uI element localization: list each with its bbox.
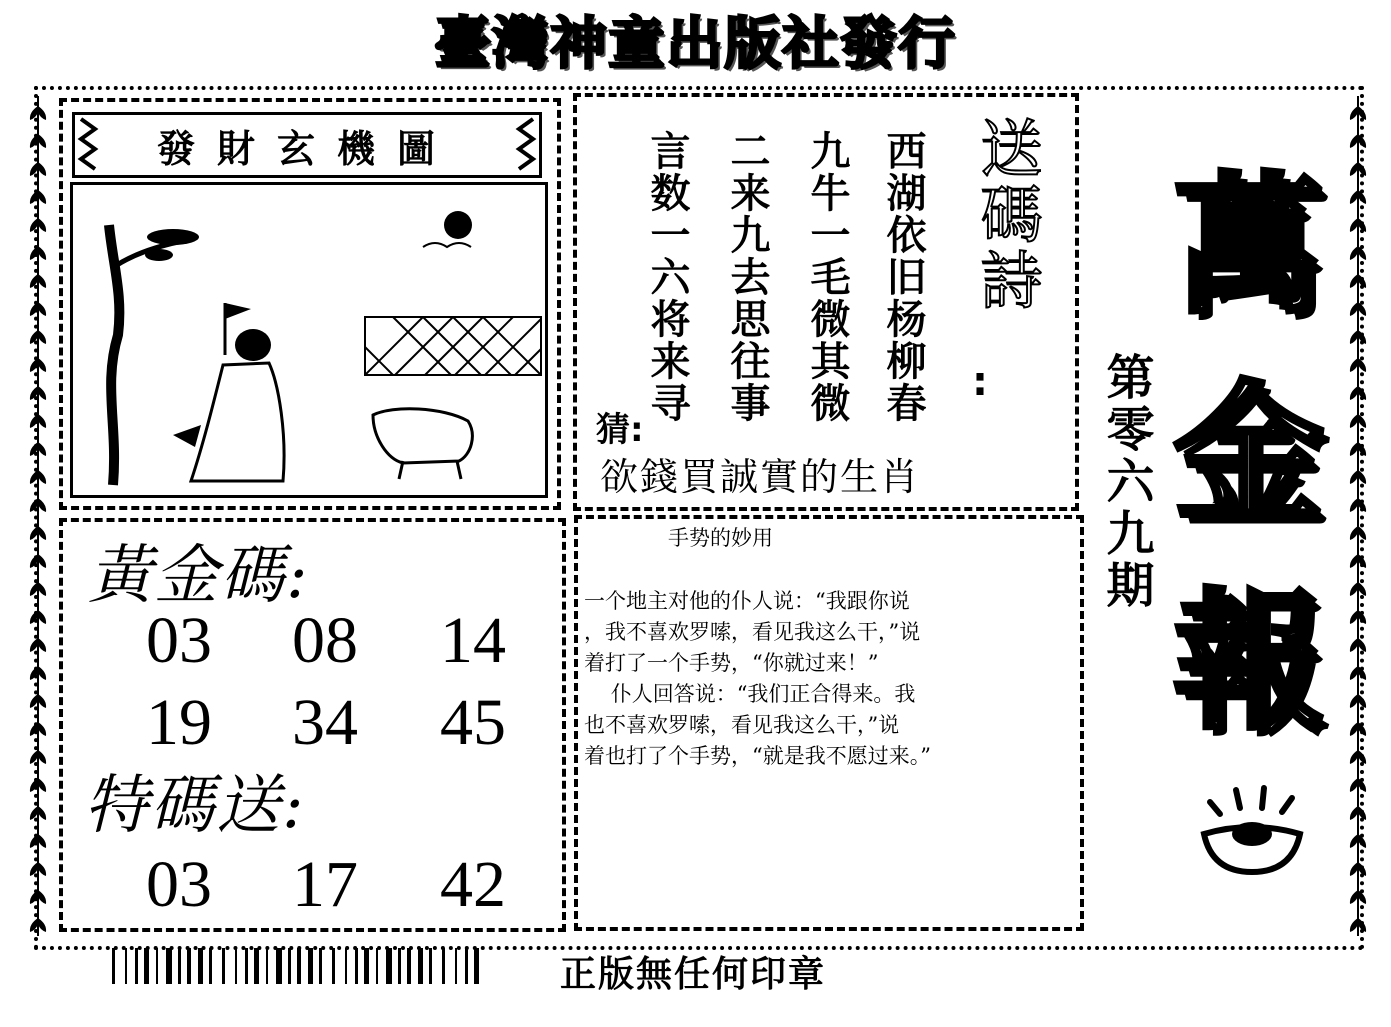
- issue-number: 第零六九期: [1098, 352, 1154, 612]
- gold-number: 08: [292, 604, 358, 677]
- gold-number: 14: [440, 604, 506, 677]
- picture-title: 發財玄機圖: [156, 125, 457, 171]
- zigzag-ornament-left: [75, 115, 115, 175]
- story-line: 着也打了个手势，“就是我不愿过来。”: [584, 744, 931, 768]
- brand-char-3: 報: [1174, 576, 1325, 750]
- left-leaf-ornament: [28, 96, 48, 936]
- zigzag-ornament-right: [499, 115, 539, 175]
- gold-number: 19: [146, 686, 212, 759]
- picture-title-banner: [72, 112, 542, 178]
- story-line: 仆人回答说：“我们正合得来。我: [584, 682, 916, 706]
- poem-line-1: 西湖依旧杨柳春: [880, 130, 926, 424]
- poem-title: 送碼詩: [970, 116, 1043, 314]
- special-number: 17: [292, 848, 358, 921]
- guess-text: 欲錢買誠實的生肖: [600, 455, 921, 499]
- special-number: 03: [146, 848, 212, 921]
- poem-line-2: 九牛一毛微其微: [804, 130, 850, 424]
- barcode: [112, 946, 488, 986]
- poem-title-colon: :: [972, 359, 988, 405]
- story-line: 着打了一个手势，“你就过来！”: [584, 651, 879, 675]
- illustration-image: [73, 185, 545, 495]
- special-number: 42: [440, 848, 506, 921]
- poem-line-3: 二来九去思往事: [724, 130, 770, 424]
- brand-char-2: 金: [1174, 368, 1325, 542]
- footer-note: 正版無任何印章: [560, 954, 827, 995]
- gold-number: 45: [440, 686, 506, 759]
- special-numbers-label: 特碼送:: [84, 769, 306, 843]
- publisher-header: 臺灣神童出版社發行: [434, 12, 957, 77]
- story-line: ，我不喜欢罗嗦，看见我这么干，”说: [584, 620, 921, 644]
- gold-number: 03: [146, 604, 212, 677]
- gold-numbers-label: 黃金碼:: [88, 539, 310, 613]
- gold-number: 34: [292, 686, 358, 759]
- right-leaf-ornament: [1348, 96, 1368, 936]
- story-title: 手势的妙用: [668, 526, 773, 550]
- story-line: 一个地主对他的仆人说：“我跟你说: [584, 589, 910, 613]
- poem-line-4: 言数一六将来寻: [644, 130, 690, 424]
- story-line: 也不喜欢罗嗦，看见我这么干，”说: [584, 713, 900, 737]
- illustration-frame: [70, 182, 548, 498]
- guess-label: 猜:: [596, 410, 644, 450]
- gold-ingot-icon: [1192, 780, 1312, 880]
- brand-char-1: 萬: [1174, 160, 1325, 334]
